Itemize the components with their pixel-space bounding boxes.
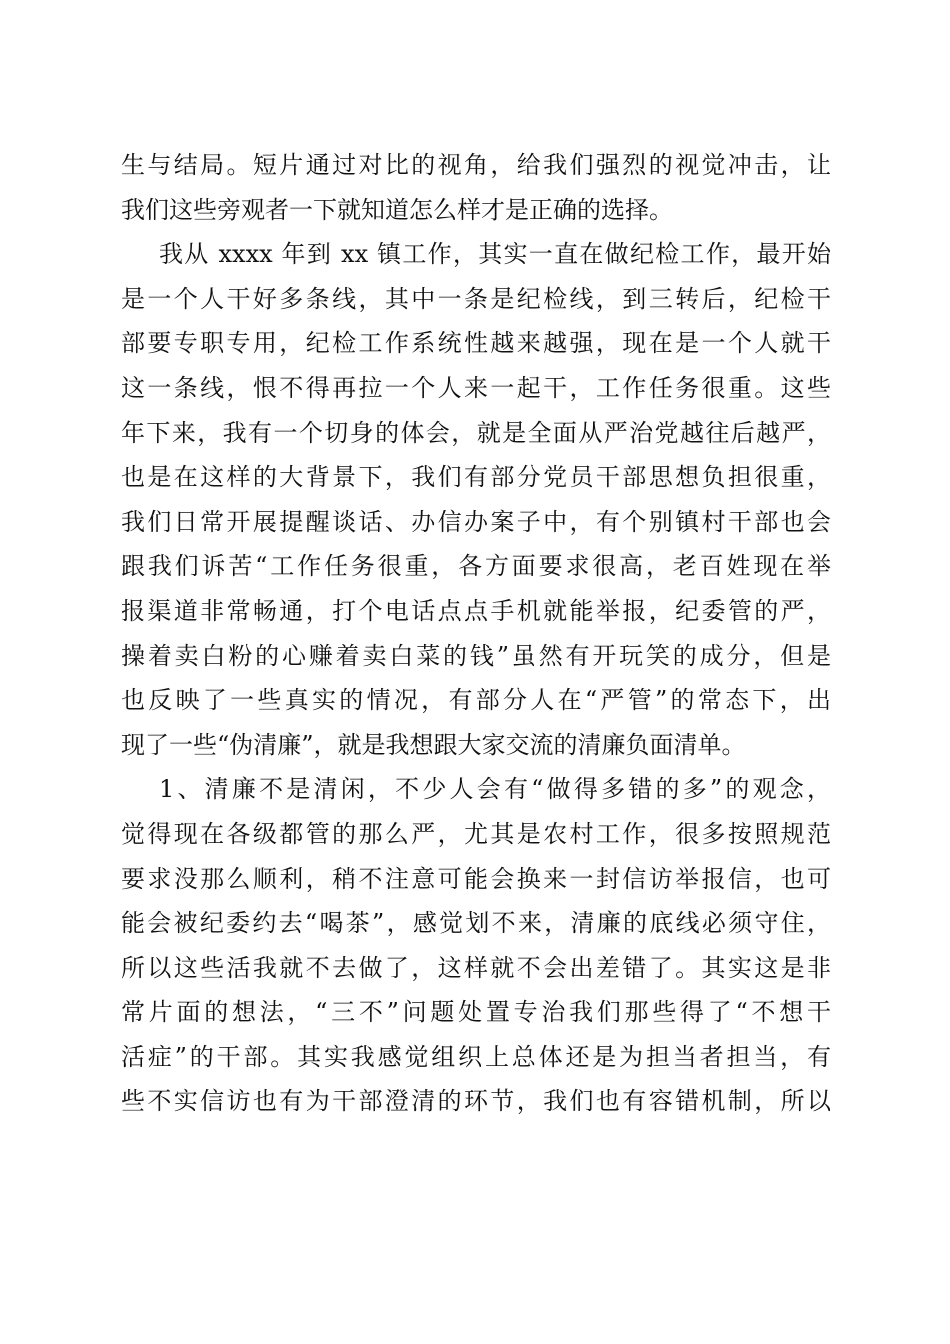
paragraph-2-line-3: 部要专职专用，纪检工作系统性越来越强，现在是一个人就干 bbox=[121, 329, 831, 358]
paragraph-3-line-2: 觉得现在各级都管的那么严，尤其是农村工作，很多按照规范 bbox=[121, 819, 831, 848]
paragraph-3-line-4: 能会被纪委约去“喝茶”，感觉划不来，清廉的底线必须守住， bbox=[121, 909, 831, 938]
paragraph-3-line-1: 1、清廉不是清闲，不少人会有“做得多错的多”的观念， bbox=[159, 775, 831, 804]
paragraph-3-line-3: 要求没那么顺利，稍不注意可能会换来一封信访举报信，也可 bbox=[121, 864, 831, 893]
paragraph-2-line-2: 是一个人干好多条线，其中一条是纪检线，到三转后，纪检干 bbox=[121, 284, 831, 313]
paragraph-2-line-12: 现了一些“伪清廉”，就是我想跟大家交流的清廉负面清单。 bbox=[121, 730, 746, 759]
paragraph-2-line-4: 这一条线，恨不得再拉一个人来一起干，工作任务很重。这些 bbox=[121, 373, 831, 402]
paragraph-2-line-5: 年下来，我有一个切身的体会，就是全面从严治党越往后越严， bbox=[121, 418, 831, 447]
paragraph-3-line-5: 所以这些活我就不去做了，这样就不会出差错了。其实这是非 bbox=[121, 953, 831, 982]
document-body bbox=[121, 143, 831, 1124]
paragraph-1-line-1: 生与结局。短片通过对比的视角，给我们强烈的视觉冲击，让 bbox=[121, 151, 831, 179]
paragraph-1-line-2: 我们这些旁观者一下就知道怎么样才是正确的选择。 bbox=[121, 195, 673, 224]
paragraph-2-line-10: 操着卖白粉的心赚着卖白菜的钱”虽然有开玩笑的成分，但是 bbox=[121, 641, 831, 670]
paragraph-2-line-11: 也反映了一些真实的情况，有部分人在“严管”的常态下，出 bbox=[121, 686, 831, 715]
paragraph-2-line-6: 也是在这样的大背景下，我们有部分党员干部思想负担很重， bbox=[121, 463, 831, 492]
paragraph-2-line-8: 跟我们诉苦“工作任务很重，各方面要求很高，老百姓现在举 bbox=[121, 552, 831, 581]
paragraph-2-line-9: 报渠道非常畅通，打个电话点点手机就能举报，纪委管的严， bbox=[121, 596, 831, 625]
paragraph-3-line-7: 活症”的干部。其实我感觉组织上总体还是为担当者担当，有 bbox=[121, 1042, 831, 1071]
paragraph-3-line-6: 常片面的想法，“三不”问题处置专治我们那些得了“不想干 bbox=[121, 998, 831, 1027]
paragraph-2-line-1: 我从 xxxx 年到 xx 镇工作，其实一直在做纪检工作，最开始 bbox=[159, 240, 831, 269]
paragraph-3-line-8: 些不实信访也有为干部澄清的环节，我们也有容错机制，所以 bbox=[121, 1087, 831, 1116]
paragraph-2-line-7: 我们日常开展提醒谈话、办信办案子中，有个别镇村干部也会 bbox=[121, 507, 831, 536]
